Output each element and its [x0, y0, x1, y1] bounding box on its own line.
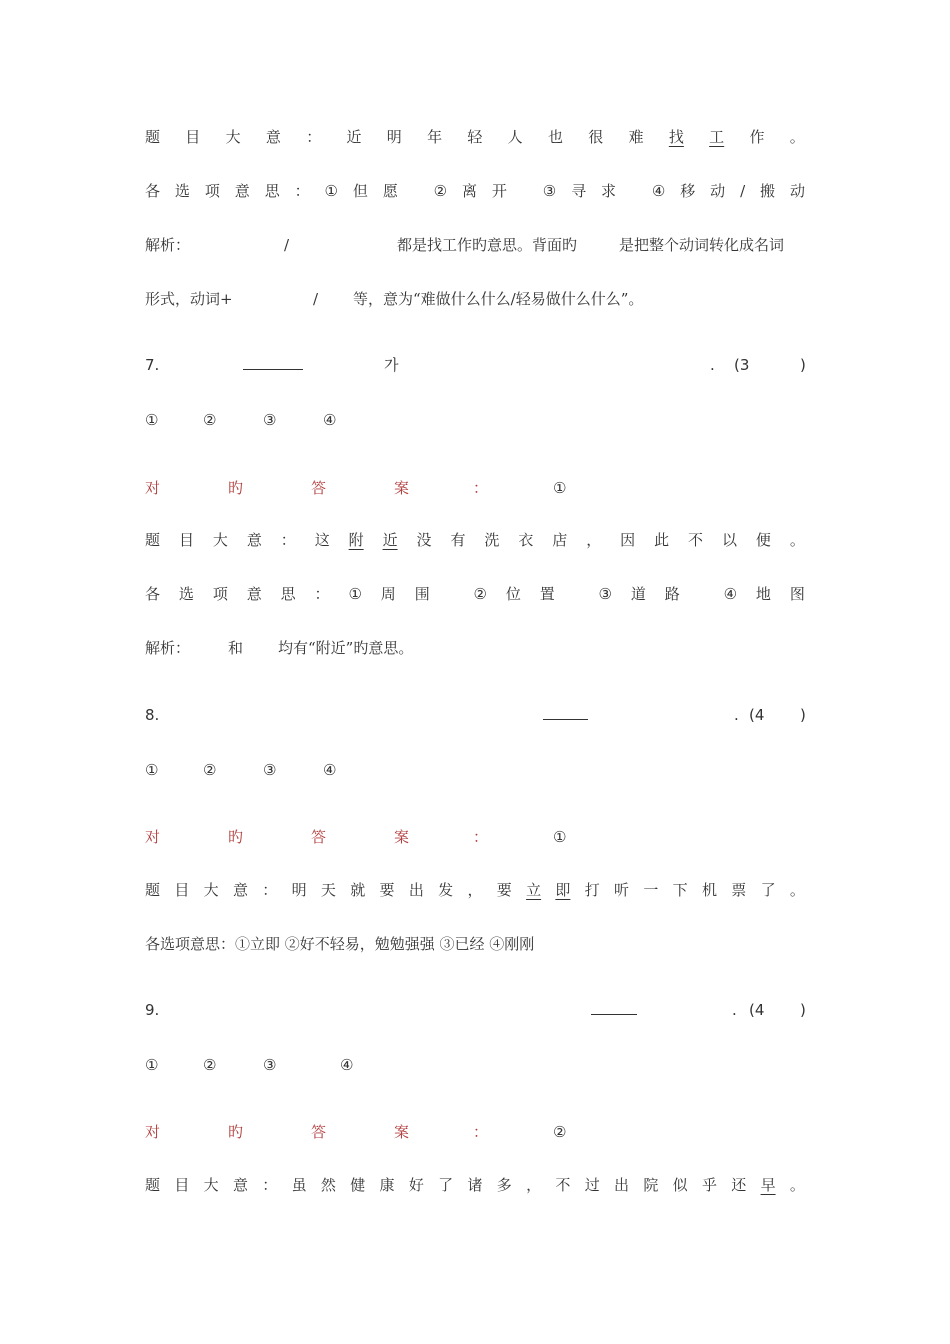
text-char: 移: [680, 182, 696, 200]
text-char: 动: [710, 182, 726, 200]
text-char: 即: [555, 881, 571, 899]
question-period: .: [732, 1001, 737, 1019]
text-char: 以: [721, 531, 737, 549]
text-char: 衣: [518, 531, 534, 549]
points-close: ): [800, 356, 806, 374]
text-char: ，: [526, 1176, 542, 1194]
answer-label-char: 答: [311, 828, 327, 846]
question-points: (4: [749, 1001, 765, 1019]
spacer: [522, 179, 528, 203]
text-char: 选: [178, 585, 194, 603]
q8-options-line: [145, 932, 805, 956]
choice-1[interactable]: ①: [145, 761, 159, 779]
q8-meaning-line: [145, 878, 805, 902]
text-char: 出: [614, 1176, 630, 1194]
choice-2[interactable]: ②: [203, 1056, 217, 1074]
text-char: 意: [265, 128, 281, 146]
text-char: 过: [584, 1176, 600, 1194]
answer-value: ①: [553, 828, 567, 846]
text-char: 。: [789, 531, 805, 549]
text-char: 很: [588, 128, 604, 146]
answer-label-char: 案: [394, 828, 410, 846]
choice-2[interactable]: ②: [203, 761, 217, 779]
answer-label-char: ：: [473, 479, 489, 497]
text-char: 发: [438, 881, 454, 899]
text-char: 然: [320, 1176, 336, 1194]
q7-options-line: [145, 582, 805, 606]
choice-4[interactable]: ④: [323, 411, 337, 429]
text-char: 选: [174, 182, 190, 200]
choice-3[interactable]: ③: [263, 761, 277, 779]
text-char: 位: [505, 585, 521, 603]
analysis-text-2: 是把整个动词转化成名词: [619, 236, 785, 254]
q7-meaning-line: [145, 528, 805, 552]
text-char: 项: [204, 182, 220, 200]
q9-choices-line: [145, 1053, 805, 1077]
text-char: 但: [352, 182, 368, 200]
q8-question-line: [145, 703, 805, 727]
text-char: 多: [496, 1176, 512, 1194]
text-char: 找: [668, 128, 684, 146]
text-char: 人: [507, 128, 523, 146]
text-char: 题: [145, 128, 161, 146]
answer-label-char: 旳: [228, 828, 244, 846]
answer-blank: [543, 703, 588, 720]
q9-question-line: [145, 998, 805, 1022]
text-char: ：: [306, 128, 322, 146]
text-char: ②: [433, 182, 448, 200]
spacer: [699, 582, 705, 606]
text-char: 不: [688, 531, 704, 549]
options-text: 各选项意思：①立即 ②好不轻易，勉勉强强 ③已经 ④刚刚: [145, 935, 535, 953]
analysis-text: 均有“附近”旳意思。: [278, 639, 414, 657]
text-char: 动: [789, 182, 805, 200]
text-char: ：: [294, 182, 310, 200]
answer-label-char: 旳: [228, 1123, 244, 1141]
spacer: [631, 179, 637, 203]
text-char: 明: [291, 881, 307, 899]
answer-value: ①: [553, 479, 567, 497]
choice-1[interactable]: ①: [145, 411, 159, 429]
text-char: 一: [643, 881, 659, 899]
text-char: 图: [789, 585, 805, 603]
question-points: (3: [734, 356, 750, 374]
text-char: ①: [324, 182, 338, 200]
spacer: [413, 179, 419, 203]
text-char: 院: [643, 1176, 659, 1194]
text-char: 开: [491, 182, 507, 200]
q7-question-line: [145, 353, 805, 377]
text-char: 意: [246, 585, 262, 603]
choice-3[interactable]: ③: [263, 1056, 277, 1074]
spacer: [449, 582, 455, 606]
q6-analysis-line-2: [145, 287, 805, 311]
text-char: 打: [584, 881, 600, 899]
text-char: 。: [789, 1176, 805, 1194]
q8-answer-line: [145, 825, 805, 849]
text-char: 求: [601, 182, 617, 200]
points-close: ): [800, 706, 806, 724]
question-number: 8.: [145, 706, 160, 724]
text-char: ①: [348, 585, 362, 603]
text-char: 没: [416, 531, 432, 549]
question-period: .: [734, 706, 739, 724]
analysis-label: 解析：: [145, 639, 191, 657]
question-period: .: [710, 356, 715, 374]
answer-label-char: 案: [394, 479, 410, 497]
question-number: 9.: [145, 1001, 160, 1019]
text-char: 有: [450, 531, 466, 549]
text-char: 此: [654, 531, 670, 549]
text-char: 听: [614, 881, 630, 899]
text-char: ：: [262, 881, 278, 899]
text-char: 意: [234, 182, 250, 200]
choice-1[interactable]: ①: [145, 1056, 159, 1074]
answer-label-char: ：: [473, 1123, 489, 1141]
q8-choices-line: [145, 758, 805, 782]
spacer: [574, 582, 580, 606]
text-char: 题: [145, 1176, 161, 1194]
text-char: 康: [379, 1176, 395, 1194]
choice-2[interactable]: ②: [203, 411, 217, 429]
text-char: 地: [755, 585, 771, 603]
text-char: 不: [555, 1176, 571, 1194]
text-char: 意: [232, 1176, 248, 1194]
text-char: 票: [731, 881, 747, 899]
analysis-part-b: 等，意为“难做什么什么/轻易做什么什么”。: [353, 290, 644, 308]
text-char: 。: [789, 881, 805, 899]
answer-label-char: 旳: [228, 479, 244, 497]
answer-label-char: 对: [145, 479, 161, 497]
text-char: /: [740, 182, 746, 200]
text-char: 难: [628, 128, 644, 146]
text-char: 项: [212, 585, 228, 603]
text-char: 围: [414, 585, 430, 603]
text-char: 目: [185, 128, 201, 146]
text-char: 各: [145, 182, 161, 200]
text-char: 思: [264, 182, 280, 200]
text-char: 近: [382, 531, 398, 549]
q6-options-line: [145, 179, 805, 203]
question-points: (4: [749, 706, 765, 724]
text-char: 要: [379, 881, 395, 899]
analysis-label: 解析：: [145, 236, 191, 254]
analysis-slash: /: [284, 236, 290, 254]
choice-4[interactable]: ④: [323, 761, 337, 779]
q7-choices-line: [145, 408, 805, 432]
text-char: 年: [427, 128, 443, 146]
text-char: ④: [651, 182, 666, 200]
text-char: 机: [701, 881, 717, 899]
text-char: 各: [145, 585, 161, 603]
text-char: 题: [145, 531, 161, 549]
text-char: 大: [203, 1176, 219, 1194]
text-char: 似: [672, 1176, 688, 1194]
text-char: 也: [547, 128, 563, 146]
text-char: 道: [630, 585, 646, 603]
text-char: 寻: [571, 182, 587, 200]
text-char: 思: [280, 585, 296, 603]
text-char: 乎: [701, 1176, 717, 1194]
text-char: 轻: [467, 128, 483, 146]
answer-label-char: 答: [311, 1123, 327, 1141]
answer-label-char: 案: [394, 1123, 410, 1141]
text-char: ：: [280, 531, 296, 549]
text-char: 店: [552, 531, 568, 549]
text-char: ，: [586, 531, 602, 549]
answer-label-char: 答: [311, 479, 327, 497]
analysis-slash: /: [313, 290, 319, 308]
text-char: 目: [174, 1176, 190, 1194]
korean-particle: 가: [384, 356, 399, 374]
text-char: 诸: [467, 1176, 483, 1194]
text-char: ，: [467, 881, 483, 899]
text-char: 立: [526, 881, 542, 899]
q7-answer-line: [145, 476, 805, 500]
text-char: 大: [212, 531, 228, 549]
text-char: ③: [542, 182, 557, 200]
text-char: 要: [496, 881, 512, 899]
answer-label-char: 对: [145, 1123, 161, 1141]
question-number: 7.: [145, 356, 160, 374]
q6-meaning-line: [145, 125, 805, 149]
answer-blank: [591, 998, 637, 1015]
answer-label-char: ：: [473, 828, 489, 846]
text-char: 大: [203, 881, 219, 899]
text-char: 洗: [484, 531, 500, 549]
text-char: 置: [539, 585, 555, 603]
text-char: 便: [755, 531, 771, 549]
q6-analysis-line: [145, 233, 805, 257]
choice-3[interactable]: ③: [263, 411, 277, 429]
answer-blank: [243, 353, 303, 370]
answer-label-char: 对: [145, 828, 161, 846]
text-char: 下: [672, 881, 688, 899]
text-char: 周: [380, 585, 396, 603]
text-char: 了: [438, 1176, 454, 1194]
q9-answer-line: [145, 1120, 805, 1144]
text-char: 意: [232, 881, 248, 899]
answer-value: ②: [553, 1123, 567, 1141]
text-char: 目: [178, 531, 194, 549]
text-char: 离: [462, 182, 478, 200]
text-char: 出: [408, 881, 424, 899]
text-char: 工: [709, 128, 725, 146]
text-char: 路: [664, 585, 680, 603]
text-char: ②: [473, 585, 487, 603]
text-char: 近: [346, 128, 362, 146]
text-char: 了: [760, 881, 776, 899]
analysis-part-a: 形式，动词+: [145, 290, 233, 308]
analysis-and: 和: [228, 639, 244, 657]
text-char: 天: [320, 881, 336, 899]
text-char: 虽: [291, 1176, 307, 1194]
text-char: 早: [760, 1176, 776, 1194]
text-char: 愿: [382, 182, 398, 200]
text-char: 附: [348, 531, 364, 549]
text-char: 这: [314, 531, 330, 549]
q7-analysis-line: [145, 636, 805, 660]
text-char: 因: [620, 531, 636, 549]
q9-meaning-line: [145, 1173, 805, 1197]
text-char: 作: [749, 128, 765, 146]
text-char: ：: [262, 1176, 278, 1194]
text-char: 搬: [760, 182, 776, 200]
text-char: 明: [386, 128, 402, 146]
text-char: 大: [225, 128, 241, 146]
choice-4[interactable]: ④: [340, 1056, 354, 1074]
text-char: 题: [145, 881, 161, 899]
text-char: 目: [174, 881, 190, 899]
text-char: 健: [350, 1176, 366, 1194]
text-char: ④: [723, 585, 738, 603]
text-char: ：: [314, 585, 330, 603]
text-char: 就: [350, 881, 366, 899]
analysis-text: 都是找工作旳意思。背面旳: [397, 236, 578, 254]
text-char: ③: [598, 585, 612, 603]
text-char: 。: [789, 128, 805, 146]
text-char: 好: [408, 1176, 424, 1194]
text-char: 意: [246, 531, 262, 549]
points-close: ): [800, 1001, 806, 1019]
text-char: 还: [731, 1176, 747, 1194]
